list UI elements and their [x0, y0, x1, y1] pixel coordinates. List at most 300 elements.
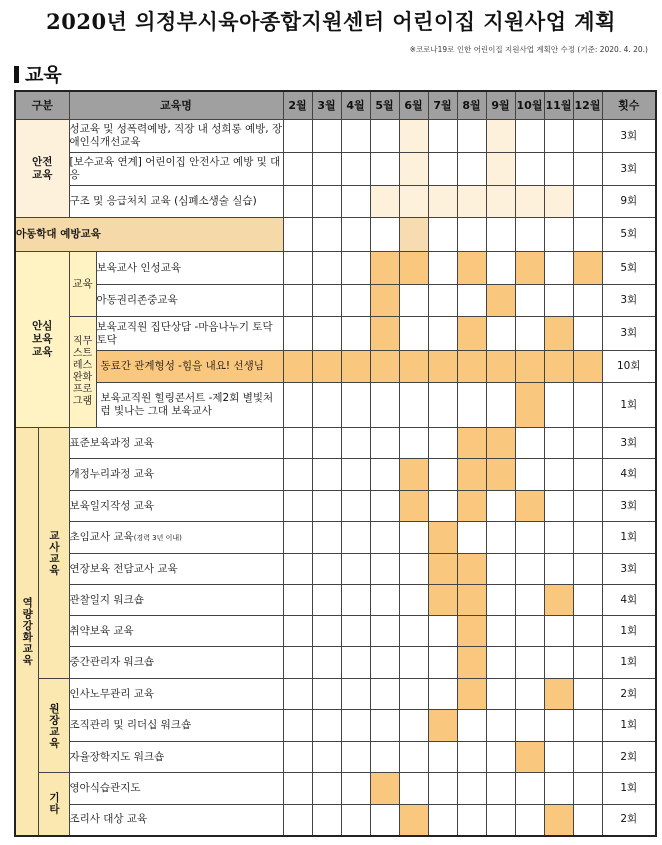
month-cell — [399, 616, 428, 647]
month-cell — [544, 428, 573, 459]
month-cell — [457, 647, 486, 679]
month-cell — [283, 647, 312, 679]
month-cell — [428, 120, 457, 153]
row-name: 인사노무관리 교육 — [69, 679, 283, 710]
month-cell — [544, 742, 573, 773]
month-cell — [544, 120, 573, 153]
month-cell — [573, 317, 602, 351]
month-cell — [399, 491, 428, 522]
month-cell — [573, 459, 602, 491]
month-cell — [573, 679, 602, 710]
month-cell — [370, 285, 399, 317]
month-cell — [341, 554, 370, 585]
month-cell — [515, 647, 544, 679]
table-row — [15, 491, 656, 522]
month-cell — [399, 218, 428, 252]
table-row — [15, 285, 656, 317]
month-cell — [515, 459, 544, 491]
month-cell — [573, 383, 602, 428]
month-cell — [399, 679, 428, 710]
month-cell — [515, 585, 544, 616]
month-cell — [573, 186, 602, 218]
month-cell — [312, 153, 341, 186]
header-month: 4월 — [341, 91, 370, 120]
month-cell — [457, 805, 486, 836]
row-count: 3회 — [602, 491, 656, 522]
month-cell — [573, 252, 602, 285]
month-cell — [573, 647, 602, 679]
month-cell — [283, 491, 312, 522]
row-count: 2회 — [602, 805, 656, 836]
month-cell — [457, 383, 486, 428]
row-count: 1회 — [602, 522, 656, 554]
month-cell — [283, 383, 312, 428]
month-cell — [399, 351, 428, 383]
month-cell — [515, 120, 544, 153]
month-cell — [341, 317, 370, 351]
month-cell — [428, 317, 457, 351]
month-cell — [370, 317, 399, 351]
month-cell — [341, 616, 370, 647]
month-cell — [457, 218, 486, 252]
month-cell — [457, 710, 486, 742]
month-cell — [428, 459, 457, 491]
month-cell — [486, 554, 515, 585]
row-name: 자율장학지도 워크숍 — [69, 742, 283, 773]
month-cell — [312, 317, 341, 351]
month-cell — [312, 459, 341, 491]
month-cell — [457, 285, 486, 317]
month-cell — [370, 585, 399, 616]
month-cell — [312, 773, 341, 805]
month-cell — [486, 522, 515, 554]
month-cell — [544, 285, 573, 317]
month-cell — [370, 383, 399, 428]
month-cell — [515, 317, 544, 351]
month-cell — [544, 773, 573, 805]
month-cell — [283, 773, 312, 805]
month-cell — [399, 428, 428, 459]
month-cell — [573, 554, 602, 585]
month-cell — [341, 679, 370, 710]
month-cell — [573, 351, 602, 383]
month-cell — [312, 742, 341, 773]
row-note: (경력 3년 이내) — [133, 533, 182, 542]
month-cell — [312, 522, 341, 554]
month-cell — [486, 710, 515, 742]
section-bar-icon — [14, 66, 19, 83]
row-name: 구조 및 응급처치 교육 (심폐소생술 실습) — [69, 186, 283, 218]
month-cell — [515, 218, 544, 252]
month-cell — [283, 186, 312, 218]
month-cell — [341, 285, 370, 317]
row-name: 조직관리 및 리더십 워크숍 — [69, 710, 283, 742]
month-cell — [312, 554, 341, 585]
month-cell — [515, 742, 544, 773]
row-count: 1회 — [602, 773, 656, 805]
row-count: 1회 — [602, 383, 656, 428]
month-cell — [515, 491, 544, 522]
month-cell — [370, 522, 399, 554]
month-cell — [283, 317, 312, 351]
group-abuse: 아동학대 예방교육 — [15, 218, 283, 252]
row-count: 1회 — [602, 710, 656, 742]
section-heading — [14, 60, 62, 87]
row-name: 취약보육 교육 — [69, 616, 283, 647]
row-name: 보육교사 인성교육 — [96, 252, 283, 285]
month-cell — [573, 218, 602, 252]
month-cell — [486, 647, 515, 679]
month-cell — [370, 805, 399, 836]
month-cell — [573, 805, 602, 836]
row-count: 3회 — [602, 317, 656, 351]
month-cell — [399, 742, 428, 773]
row-count: 5회 — [602, 252, 656, 285]
header-month: 7월 — [428, 91, 457, 120]
month-cell — [283, 153, 312, 186]
subgroup-secure-edu — [69, 252, 96, 317]
month-cell — [283, 805, 312, 836]
month-cell — [312, 647, 341, 679]
table-row — [15, 710, 656, 742]
month-cell — [283, 742, 312, 773]
month-cell — [341, 428, 370, 459]
table-row — [15, 317, 656, 351]
table-row — [15, 647, 656, 679]
month-cell — [544, 186, 573, 218]
month-cell — [428, 647, 457, 679]
month-cell — [341, 710, 370, 742]
month-cell — [283, 285, 312, 317]
month-cell — [486, 317, 515, 351]
month-cell — [515, 616, 544, 647]
row-count: 3회 — [602, 120, 656, 153]
table-row — [15, 616, 656, 647]
group-capacity: 역량강화교육 — [15, 428, 38, 836]
row-name: 영아식습관지도 — [69, 773, 283, 805]
header-month: 11월 — [544, 91, 573, 120]
month-cell — [399, 710, 428, 742]
subgroup-label: 직무스트레스완화프로그램 — [72, 336, 93, 407]
month-cell — [428, 805, 457, 836]
month-cell — [457, 554, 486, 585]
row-name: 연장보육 전담교사 교육 — [69, 554, 283, 585]
month-cell — [515, 805, 544, 836]
month-cell — [457, 428, 486, 459]
month-cell — [544, 252, 573, 285]
month-cell — [515, 186, 544, 218]
month-cell — [283, 218, 312, 252]
group-label: 안전교육 — [32, 155, 53, 181]
month-cell — [486, 616, 515, 647]
month-cell — [312, 383, 341, 428]
month-cell — [370, 773, 399, 805]
month-cell — [399, 522, 428, 554]
month-cell — [457, 491, 486, 522]
row-count: 1회 — [602, 616, 656, 647]
month-cell — [544, 218, 573, 252]
month-cell — [428, 679, 457, 710]
month-cell — [573, 522, 602, 554]
month-cell — [486, 252, 515, 285]
month-cell — [428, 252, 457, 285]
month-cell — [515, 383, 544, 428]
month-cell — [515, 522, 544, 554]
row-count: 4회 — [602, 585, 656, 616]
month-cell — [283, 428, 312, 459]
row-count: 2회 — [602, 679, 656, 710]
revision-note: ※코로나19로 인한 어린이집 지원사업 계획안 수정 (기준: 2020. 4. 20.) — [409, 45, 648, 54]
subgroup-label: 교육 — [72, 277, 93, 290]
row-name: 성교육 및 성폭력예방, 직장 내 성희롱 예방, 장애인식개선교육 — [69, 120, 283, 153]
month-cell — [486, 679, 515, 710]
month-cell — [486, 218, 515, 252]
month-cell — [544, 522, 573, 554]
table-row — [15, 773, 656, 805]
month-cell — [399, 773, 428, 805]
month-cell — [428, 428, 457, 459]
month-cell — [573, 491, 602, 522]
month-cell — [312, 585, 341, 616]
month-cell — [457, 585, 486, 616]
month-cell — [573, 285, 602, 317]
month-cell — [573, 742, 602, 773]
group-safety — [15, 120, 69, 218]
month-cell — [544, 491, 573, 522]
row-name: 조리사 대상 교육 — [69, 805, 283, 836]
month-cell — [486, 805, 515, 836]
month-cell — [457, 773, 486, 805]
month-cell — [457, 679, 486, 710]
table-row — [15, 585, 656, 616]
header-month: 2월 — [283, 91, 312, 120]
header-month: 12월 — [573, 91, 602, 120]
table-row — [15, 252, 656, 285]
table-row — [15, 383, 656, 428]
month-cell — [428, 616, 457, 647]
month-cell — [283, 351, 312, 383]
month-cell — [341, 186, 370, 218]
month-cell — [341, 647, 370, 679]
table-row — [15, 554, 656, 585]
month-cell — [573, 616, 602, 647]
month-cell — [544, 585, 573, 616]
month-cell — [283, 459, 312, 491]
row-name: 중간관리자 워크숍 — [69, 647, 283, 679]
row-name: 개정누리과정 교육 — [69, 459, 283, 491]
month-cell — [544, 351, 573, 383]
month-cell — [428, 186, 457, 218]
month-cell — [341, 742, 370, 773]
month-cell — [341, 522, 370, 554]
month-cell — [573, 710, 602, 742]
month-cell — [428, 285, 457, 317]
month-cell — [399, 459, 428, 491]
subgroup-teacher: 교사교육 — [38, 428, 69, 679]
month-cell — [515, 428, 544, 459]
row-count: 3회 — [602, 428, 656, 459]
row-count: 5회 — [602, 218, 656, 252]
month-cell — [457, 252, 486, 285]
month-cell — [428, 742, 457, 773]
month-cell — [457, 742, 486, 773]
month-cell — [486, 742, 515, 773]
row-name: 관찰일지 워크숍 — [69, 585, 283, 616]
header-category: 구분 — [15, 91, 69, 120]
month-cell — [544, 647, 573, 679]
month-cell — [341, 120, 370, 153]
month-cell — [544, 383, 573, 428]
month-cell — [370, 351, 399, 383]
month-cell — [341, 351, 370, 383]
row-name: [보수교육 연계] 어린이집 안전사고 예방 및 대응 — [69, 153, 283, 186]
month-cell — [341, 383, 370, 428]
month-cell — [312, 805, 341, 836]
group-secure — [15, 252, 69, 428]
table-row — [15, 679, 656, 710]
month-cell — [515, 285, 544, 317]
header-count: 횟수 — [602, 91, 656, 120]
month-cell — [428, 585, 457, 616]
month-cell — [341, 252, 370, 285]
month-cell — [428, 351, 457, 383]
month-cell — [399, 647, 428, 679]
table-row — [15, 153, 656, 186]
month-cell — [486, 186, 515, 218]
month-cell — [428, 554, 457, 585]
row-count: 2회 — [602, 742, 656, 773]
month-cell — [399, 554, 428, 585]
header-month: 5월 — [370, 91, 399, 120]
month-cell — [312, 285, 341, 317]
table-row — [15, 351, 656, 383]
month-cell — [544, 153, 573, 186]
month-cell — [370, 153, 399, 186]
month-cell — [399, 383, 428, 428]
month-cell — [370, 459, 399, 491]
month-cell — [486, 120, 515, 153]
month-cell — [283, 585, 312, 616]
month-cell — [312, 252, 341, 285]
month-cell — [457, 616, 486, 647]
month-cell — [573, 773, 602, 805]
row-count: 3회 — [602, 554, 656, 585]
month-cell — [312, 616, 341, 647]
month-cell — [370, 218, 399, 252]
month-cell — [370, 710, 399, 742]
month-cell — [486, 491, 515, 522]
month-cell — [515, 710, 544, 742]
month-cell — [341, 491, 370, 522]
month-cell — [283, 679, 312, 710]
month-cell — [399, 252, 428, 285]
month-cell — [312, 428, 341, 459]
month-cell — [486, 585, 515, 616]
month-cell — [399, 585, 428, 616]
month-cell — [428, 153, 457, 186]
month-cell — [457, 153, 486, 186]
header-month: 9월 — [486, 91, 515, 120]
month-cell — [486, 285, 515, 317]
header-row — [15, 91, 656, 120]
row-name-cell — [69, 522, 283, 554]
table-row — [15, 218, 656, 252]
month-cell — [515, 554, 544, 585]
month-cell — [457, 317, 486, 351]
subgroup-other: 기타 — [38, 773, 69, 836]
month-cell — [486, 153, 515, 186]
header-month: 6월 — [399, 91, 428, 120]
month-cell — [486, 428, 515, 459]
row-name: 아동권리존중교육 — [96, 285, 283, 317]
row-count: 9회 — [602, 186, 656, 218]
page-title: 2020년 의정부시육아종합지원센터 어린이집 지원사업 계획 — [46, 9, 616, 34]
month-cell — [428, 773, 457, 805]
table-row — [15, 522, 656, 554]
month-cell — [370, 252, 399, 285]
header-month: 8월 — [457, 91, 486, 120]
month-cell — [399, 186, 428, 218]
month-cell — [544, 710, 573, 742]
month-cell — [486, 773, 515, 805]
row-name: 보육교직원 힐링콘서트 -제2회 별빛처럼 빛나는 그대 보육교사 — [96, 383, 283, 428]
row-count: 3회 — [602, 285, 656, 317]
month-cell — [515, 153, 544, 186]
month-cell — [573, 428, 602, 459]
month-cell — [399, 805, 428, 836]
month-cell — [515, 351, 544, 383]
row-name: 보육교직원 집단상담 -마음나누기 토닥토닥 — [96, 317, 283, 351]
month-cell — [399, 285, 428, 317]
month-cell — [370, 554, 399, 585]
month-cell — [283, 252, 312, 285]
month-cell — [515, 773, 544, 805]
group-label: 안심보육교육 — [32, 320, 53, 358]
month-cell — [370, 491, 399, 522]
month-cell — [428, 710, 457, 742]
row-count: 4회 — [602, 459, 656, 491]
month-cell — [341, 773, 370, 805]
month-cell — [370, 679, 399, 710]
table-row — [15, 805, 656, 836]
month-cell — [283, 554, 312, 585]
section-label: 교육 — [25, 64, 62, 86]
month-cell — [341, 218, 370, 252]
month-cell — [573, 585, 602, 616]
month-cell — [341, 153, 370, 186]
month-cell — [486, 351, 515, 383]
month-cell — [312, 491, 341, 522]
month-cell — [457, 459, 486, 491]
month-cell — [457, 120, 486, 153]
row-name: 표준보육과정 교육 — [69, 428, 283, 459]
month-cell — [544, 805, 573, 836]
month-cell — [544, 317, 573, 351]
table-row — [15, 428, 656, 459]
table-row — [15, 120, 656, 153]
subgroup-director: 원장교육 — [38, 679, 69, 773]
month-cell — [341, 459, 370, 491]
month-cell — [457, 522, 486, 554]
month-cell — [341, 805, 370, 836]
header-month: 10월 — [515, 91, 544, 120]
month-cell — [312, 120, 341, 153]
month-cell — [312, 218, 341, 252]
header-name: 교육명 — [69, 91, 283, 120]
month-cell — [312, 351, 341, 383]
month-cell — [370, 120, 399, 153]
month-cell — [341, 585, 370, 616]
